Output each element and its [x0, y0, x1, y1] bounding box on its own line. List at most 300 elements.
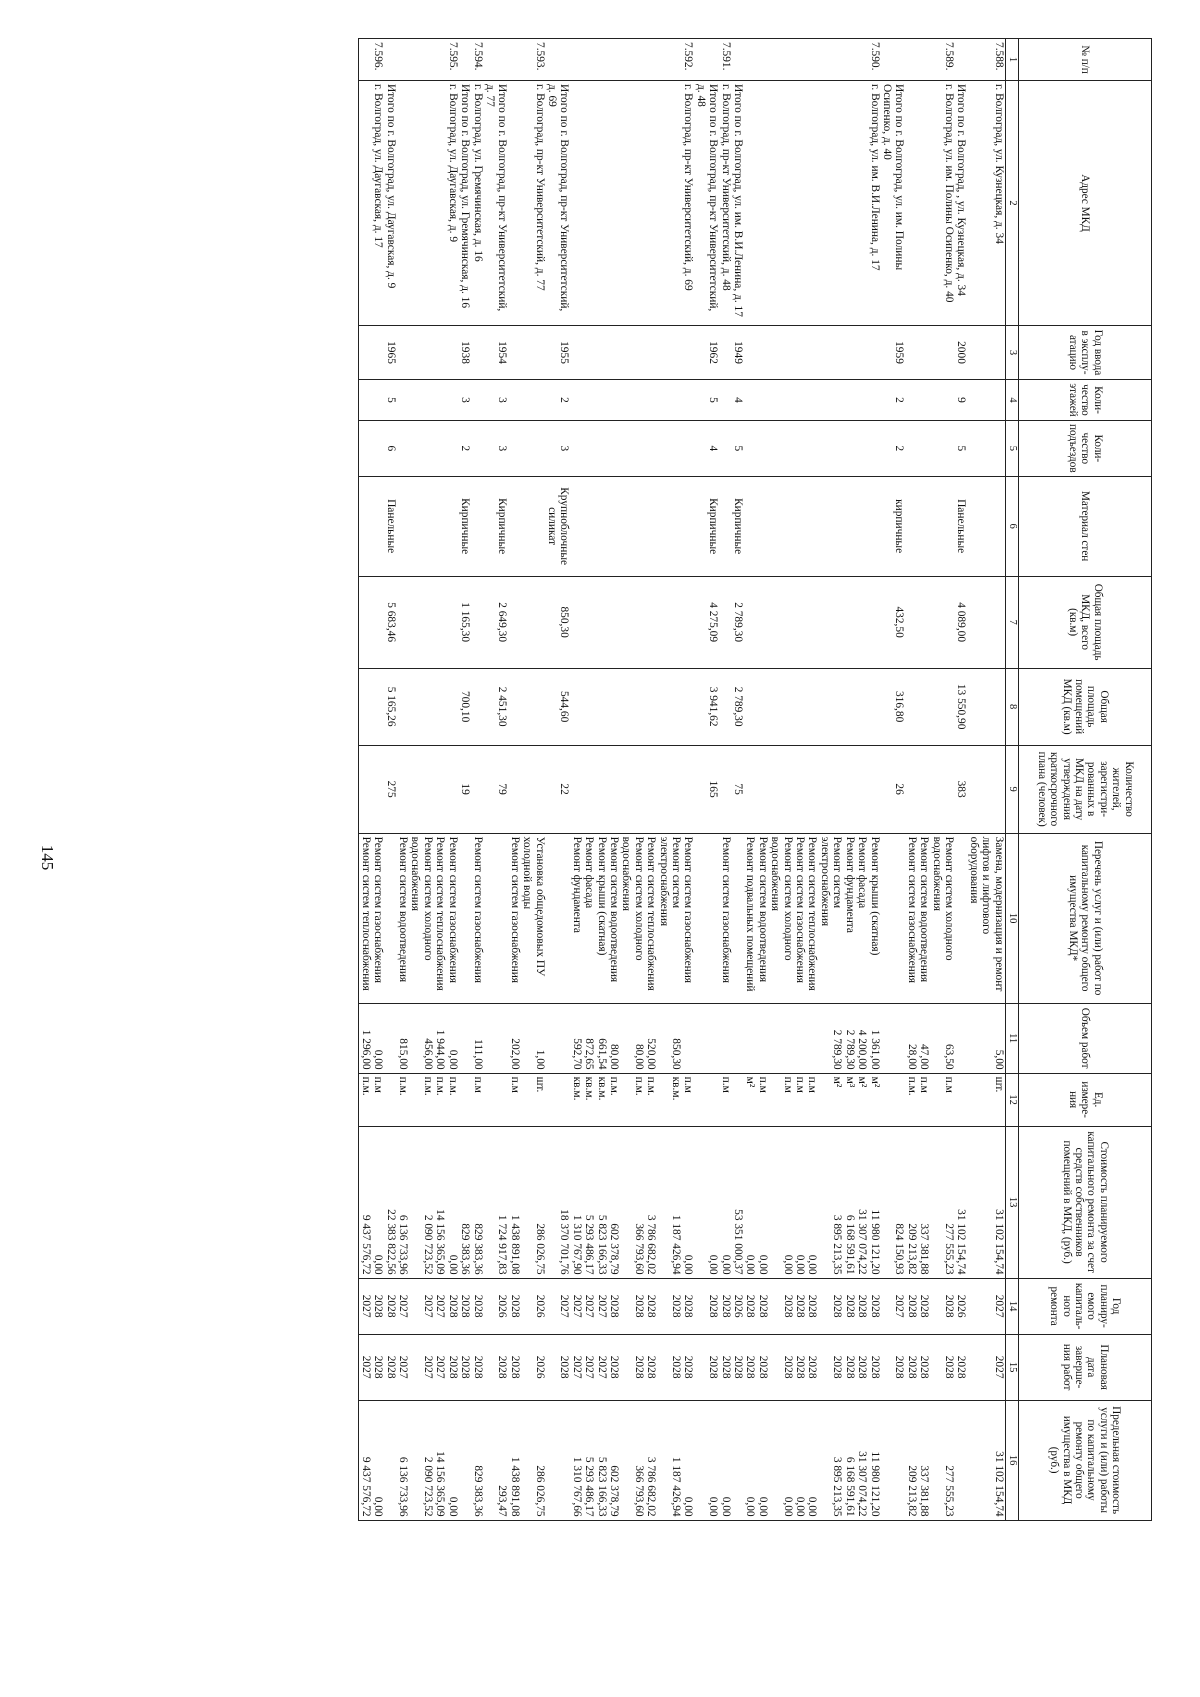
table-cell	[918, 39, 930, 81]
table-cell	[546, 39, 571, 81]
table-cell	[856, 576, 868, 668]
table-cell: 3	[459, 380, 471, 421]
table-cell: 5 293 486,17	[583, 1400, 595, 1520]
table-cell	[682, 668, 694, 745]
table-cell: п.м.	[409, 1073, 434, 1126]
table-cell	[434, 668, 446, 745]
table-row	[769, 39, 794, 1521]
column-header: Ед. измере-ния	[1019, 1073, 1152, 1126]
table-cell: 5 683,46	[384, 576, 396, 668]
table-cell	[409, 745, 434, 833]
table-cell	[856, 39, 868, 81]
table-body	[359, 39, 1005, 1521]
table-cell: Ремонт систем газоснабжения	[719, 833, 731, 1003]
table-cell	[682, 745, 694, 833]
table-cell	[459, 39, 471, 81]
table-cell: 2	[459, 421, 471, 477]
table-cell: 4 089,00	[955, 576, 967, 668]
table-cell: Ремонт систем газоснабжения	[471, 833, 483, 1003]
table-cell	[657, 380, 682, 421]
table-cell	[521, 380, 546, 421]
table-cell: г. Волгоград, ул. Кузнецкая, д. 34	[967, 81, 1005, 326]
table-cell	[508, 380, 520, 421]
table-cell	[930, 380, 955, 421]
table-cell	[645, 326, 657, 380]
table-cell: 209 213,82	[905, 1126, 917, 1278]
table-cell	[508, 476, 520, 576]
rotated-sheet	[27, 30, 1152, 1685]
table-row	[620, 39, 645, 1521]
table-cell	[384, 1400, 396, 1520]
table-row	[955, 39, 967, 1521]
table-cell	[719, 1003, 731, 1073]
table-cell	[508, 421, 520, 477]
table-cell	[694, 1073, 719, 1126]
table-cell: 1949	[732, 326, 744, 380]
table-cell: 13 550,90	[955, 668, 967, 745]
table-cell: п.м.	[905, 1073, 917, 1126]
table-cell: 2028	[744, 1334, 756, 1400]
table-cell	[719, 421, 731, 477]
table-cell: Ремонт фундамента	[570, 833, 582, 1003]
table-cell: кв.м.	[657, 1073, 682, 1126]
table-cell: 14 156 365,09	[434, 1126, 446, 1278]
table-cell	[434, 576, 446, 668]
table-cell	[806, 745, 818, 833]
table-cell	[843, 576, 855, 668]
table-cell	[794, 39, 806, 81]
table-cell: 1,00	[521, 1003, 546, 1073]
table-cell	[719, 745, 731, 833]
table-cell	[843, 326, 855, 380]
table-cell: 2026	[484, 1278, 509, 1334]
table-cell: 2028	[384, 1278, 396, 1334]
table-cell	[434, 326, 446, 380]
table-row	[682, 39, 694, 1521]
table-cell	[372, 668, 384, 745]
table-cell: 2	[881, 421, 906, 477]
table-cell: 2028	[645, 1278, 657, 1334]
table-cell	[372, 476, 384, 576]
table-cell: 80,00	[620, 1003, 645, 1073]
table-cell: 9 437 576,72	[359, 1400, 372, 1520]
table-cell	[583, 380, 595, 421]
table-cell: 2028	[484, 1334, 509, 1400]
table-cell: 0,00	[806, 1400, 818, 1520]
table-cell: 2027	[397, 1334, 409, 1400]
table-cell	[471, 745, 483, 833]
table-cell	[521, 326, 546, 380]
table-cell: Ремонт систем газоснабжения	[446, 833, 458, 1003]
table-cell	[955, 1073, 967, 1126]
table-cell: 1965	[384, 326, 396, 380]
column-header: Коли-чество этажей	[1019, 380, 1152, 421]
table-cell	[955, 1003, 967, 1073]
table-cell: 0,00	[694, 1126, 719, 1278]
table-cell	[471, 576, 483, 668]
table-cell: 2028	[384, 1334, 396, 1400]
table-cell	[508, 326, 520, 380]
table-cell	[682, 576, 694, 668]
table-cell	[744, 745, 756, 833]
table-cell: 2028	[657, 1278, 682, 1334]
table-cell: 0,00	[682, 1126, 694, 1278]
table-cell	[744, 1003, 756, 1073]
table-row	[719, 39, 731, 1521]
table-cell: 829 383,36	[471, 1126, 483, 1278]
table-cell: 432,50	[881, 576, 906, 668]
table-cell: 2027	[409, 1278, 434, 1334]
table-cell: Ремонт фундамента	[843, 833, 855, 1003]
table-cell: 277 555,23	[930, 1400, 955, 1520]
table-cell: кв.м.	[583, 1073, 595, 1126]
table-cell	[570, 81, 582, 326]
table-cell: 5 165,26	[384, 668, 396, 745]
table-cell	[756, 380, 768, 421]
table-cell: г. Волгоград, ул. Даугавская, д. 17	[372, 81, 384, 326]
table-cell	[756, 1003, 768, 1073]
table-cell: п.м.	[620, 1073, 645, 1126]
table-cell: 31 307 074,22	[856, 1126, 868, 1278]
table-cell	[570, 421, 582, 477]
table-cell: 18 370 701,76	[546, 1126, 571, 1278]
table-cell	[372, 380, 384, 421]
table-cell	[744, 668, 756, 745]
table-cell	[446, 668, 458, 745]
column-header: Год планиру-емого капиталь-ного ремонта	[1019, 1278, 1152, 1334]
table-cell	[856, 668, 868, 745]
table-cell: м²	[868, 1073, 880, 1126]
table-cell: г. Волгоград, пр-кт Университетский, д. 77	[521, 81, 546, 326]
table-cell	[359, 326, 372, 380]
table-cell	[794, 1003, 806, 1073]
table-cell: 0,00	[756, 1126, 768, 1278]
table-cell: п.м	[719, 1073, 731, 1126]
table-cell: 2028	[744, 1278, 756, 1334]
header-row	[1019, 39, 1152, 1521]
table-cell: Ремонт крыши (скатная)	[868, 833, 880, 1003]
table-cell: 11 980 121,20	[868, 1400, 880, 1520]
table-cell	[434, 745, 446, 833]
table-cell: 2028	[459, 1278, 471, 1334]
table-cell	[397, 576, 409, 668]
table-cell	[769, 745, 794, 833]
table-cell	[868, 745, 880, 833]
table-cell	[521, 745, 546, 833]
table-cell: 1 296,00	[359, 1003, 372, 1073]
table-cell: 7.592.	[682, 39, 694, 81]
table-cell	[905, 421, 917, 477]
table-cell: Ремонт систем водоотведения	[608, 833, 620, 1003]
table-cell	[905, 39, 917, 81]
table-cell	[645, 668, 657, 745]
table-row	[546, 39, 571, 1521]
table-cell: Итого по г. Волгоград, ул. им. Полины Осипенко, д. 40	[881, 81, 906, 326]
column-number: 12	[1005, 1073, 1018, 1126]
table-cell	[484, 833, 509, 1003]
table-cell	[918, 81, 930, 326]
column-number: 16	[1005, 1400, 1018, 1520]
column-header: Плановая дата заверше-ния работ	[1019, 1334, 1152, 1400]
table-cell	[372, 576, 384, 668]
table-cell: 2028	[620, 1334, 645, 1400]
table-cell: Итого по г. Волгоград, пр-кт Университетский, д. 77	[484, 81, 509, 326]
table-cell	[583, 326, 595, 380]
table-cell	[918, 668, 930, 745]
table-cell	[434, 39, 446, 81]
table-cell: Ремонт подвальных помещений	[744, 833, 756, 1003]
table-cell: 0,00	[719, 1126, 731, 1278]
table-cell	[446, 745, 458, 833]
table-cell: 4	[694, 421, 719, 477]
table-cell: 7.589.	[930, 39, 955, 81]
table-cell	[868, 668, 880, 745]
table-row	[372, 39, 384, 1521]
column-number: 14	[1005, 1278, 1018, 1334]
table-cell	[595, 476, 607, 576]
table-cell	[756, 745, 768, 833]
table-cell: 850,30	[657, 1003, 682, 1073]
table-cell	[620, 380, 645, 421]
table-row	[868, 39, 880, 1521]
table-cell	[521, 668, 546, 745]
table-cell	[397, 745, 409, 833]
table-cell: п.м.	[397, 1073, 409, 1126]
table-cell: 1954	[484, 326, 509, 380]
table-cell: 7.591.	[719, 39, 731, 81]
table-cell	[868, 576, 880, 668]
table-cell: г. Волгоград, ул. им. Полины Осипенко, д. 40	[930, 81, 955, 326]
table-cell	[732, 1073, 744, 1126]
table-cell: Панельные	[384, 476, 396, 576]
table-cell: 2027	[570, 1278, 582, 1334]
table-cell: 11 980 121,20	[868, 1126, 880, 1278]
column-number: 1	[1005, 39, 1018, 81]
table-cell	[620, 668, 645, 745]
table-cell	[881, 1003, 906, 1073]
table-row	[645, 39, 657, 1521]
table-cell	[918, 476, 930, 576]
table-cell: Ремонт систем холодного водоснабжения	[930, 833, 955, 1003]
table-cell: 31 102 154,74	[955, 1126, 967, 1278]
table-cell	[570, 326, 582, 380]
table-cell	[918, 421, 930, 477]
table-cell: 165	[694, 745, 719, 833]
table-cell	[930, 668, 955, 745]
table-cell: 5,00	[967, 1003, 1005, 1073]
table-row	[905, 39, 917, 1521]
table-cell: 7.596.	[372, 39, 384, 81]
table-cell: 2028	[918, 1334, 930, 1400]
table-cell	[843, 39, 855, 81]
table-cell: 9 437 576,72	[359, 1126, 372, 1278]
table-cell: 0,00	[756, 1400, 768, 1520]
table-cell: 2028	[372, 1278, 384, 1334]
table-cell	[756, 39, 768, 81]
table-cell	[608, 668, 620, 745]
table-cell: п.м.	[608, 1073, 620, 1126]
table-cell	[856, 745, 868, 833]
column-number: 3	[1005, 326, 1018, 380]
table-cell: 79	[484, 745, 509, 833]
table-cell: 80,00	[608, 1003, 620, 1073]
table-cell: шт.	[967, 1073, 1005, 1126]
table-cell	[471, 380, 483, 421]
table-cell	[384, 833, 396, 1003]
table-cell: 1 944,00	[434, 1003, 446, 1073]
table-cell	[930, 745, 955, 833]
table-cell	[769, 576, 794, 668]
table-cell: Ремонт крыши (скатная)	[595, 833, 607, 1003]
table-cell: 0,00	[744, 1126, 756, 1278]
table-cell: 63,50	[930, 1003, 955, 1073]
table-cell	[694, 1003, 719, 1073]
table-cell: 2028	[657, 1334, 682, 1400]
table-cell	[819, 81, 844, 326]
table-cell	[756, 476, 768, 576]
table-cell: 2028	[508, 1334, 520, 1400]
table-cell: 2028	[719, 1334, 731, 1400]
table-cell	[620, 421, 645, 477]
table-cell	[459, 1400, 471, 1520]
table-cell: 2 789,30	[819, 1003, 844, 1073]
table-cell	[881, 39, 906, 81]
table-cell	[508, 668, 520, 745]
table-cell: Ремонт систем газоснабжения	[905, 833, 917, 1003]
table-cell: шт.	[521, 1073, 546, 1126]
table-row	[819, 39, 844, 1521]
table-cell	[769, 39, 794, 81]
column-header: № п/п	[1019, 39, 1152, 81]
table-cell: м³	[843, 1073, 855, 1126]
table-cell: 5 823 166,33	[595, 1400, 607, 1520]
table-cell	[732, 833, 744, 1003]
table-cell: 2000	[955, 326, 967, 380]
table-cell: 2026	[521, 1334, 546, 1400]
table-cell	[620, 326, 645, 380]
column-number: 2	[1005, 81, 1018, 326]
table-cell: 3 895 213,35	[819, 1400, 844, 1520]
table-cell	[570, 476, 582, 576]
table-cell	[744, 576, 756, 668]
table-cell	[930, 476, 955, 576]
table-cell: 2028	[732, 1334, 744, 1400]
table-cell: 2028	[881, 1334, 906, 1400]
table-cell: 286 026,75	[521, 1400, 546, 1520]
table-cell: 1938	[459, 326, 471, 380]
table-cell: 2 789,30	[732, 668, 744, 745]
table-cell: 1 438 891,08	[508, 1400, 520, 1520]
table-cell: 0,00	[446, 1400, 458, 1520]
table-cell: Ремонт систем электроснабжения	[657, 833, 682, 1003]
table-cell	[546, 1400, 571, 1520]
table-cell: 1 187 426,94	[657, 1126, 682, 1278]
table-cell	[856, 326, 868, 380]
table-cell	[595, 380, 607, 421]
table-cell: Ремонт систем холодного водоснабжения	[769, 833, 794, 1003]
table-cell	[756, 421, 768, 477]
table-cell: п.м	[918, 1073, 930, 1126]
table-cell: 3	[484, 380, 509, 421]
table-cell: 0,00	[694, 1400, 719, 1520]
table-cell	[595, 39, 607, 81]
table-cell: 53 351 000,37	[732, 1126, 744, 1278]
table-cell: 2027	[434, 1334, 446, 1400]
table-cell: г. Волгоград, ул. Даугавская, д. 9	[446, 81, 458, 326]
table-cell	[930, 576, 955, 668]
table-cell	[682, 1003, 694, 1073]
table-cell: 2028	[819, 1278, 844, 1334]
table-cell: Итого по г. Волгоград, ул. Гремячинская, д. 16	[459, 81, 471, 326]
table-cell	[409, 576, 434, 668]
table-cell	[819, 476, 844, 576]
table-cell: 3	[546, 421, 571, 477]
table-row	[583, 39, 595, 1521]
table-cell	[409, 81, 434, 326]
table-cell: 2026	[521, 1278, 546, 1334]
table-row	[694, 39, 719, 1521]
table-cell	[905, 476, 917, 576]
table-cell: Ремонт систем водоотведения	[756, 833, 768, 1003]
table-cell: Ремонт систем газоснабжения	[682, 833, 694, 1003]
table-cell: п.м	[756, 1073, 768, 1126]
table-cell	[732, 39, 744, 81]
table-cell: 2026	[732, 1278, 744, 1334]
table-cell: 2027	[967, 1278, 1005, 1334]
table-cell	[583, 476, 595, 576]
table-cell: 2027	[595, 1278, 607, 1334]
table-cell	[620, 81, 645, 326]
table-cell	[359, 476, 372, 576]
table-cell	[794, 380, 806, 421]
table-cell: 2028	[856, 1278, 868, 1334]
table-row	[881, 39, 906, 1521]
table-cell: 7.594.	[471, 39, 483, 81]
table-cell	[372, 745, 384, 833]
table-cell: 2028	[756, 1334, 768, 1400]
column-number: 4	[1005, 380, 1018, 421]
table-cell	[794, 421, 806, 477]
table-cell	[645, 39, 657, 81]
table-cell	[843, 476, 855, 576]
table-cell	[608, 576, 620, 668]
table-cell	[794, 576, 806, 668]
table-cell	[756, 326, 768, 380]
table-cell	[905, 576, 917, 668]
table-cell: 28,00	[905, 1003, 917, 1073]
table-cell	[645, 476, 657, 576]
table-cell: г. Волгоград, пр-кт Университетский, д. 48	[719, 81, 731, 326]
table-cell	[620, 745, 645, 833]
column-header: Количество жителей, зарегистри-рованных в МКД на дату утверждения краткосрочного плана (человек)	[1019, 745, 1152, 833]
table-cell: 14 156 365,09	[434, 1400, 446, 1520]
table-row	[459, 39, 471, 1521]
table-cell	[484, 1073, 509, 1126]
column-number: 7	[1005, 576, 1018, 668]
table-cell	[397, 39, 409, 81]
table-cell: п.м.	[645, 1073, 657, 1126]
table-cell: 2	[546, 380, 571, 421]
table-cell	[682, 380, 694, 421]
table-cell: 1 187 426,94	[657, 1400, 682, 1520]
table-cell: 1 310 767,90	[570, 1126, 582, 1278]
table-cell: кв.м.	[570, 1073, 582, 1126]
table-cell: 0,00	[372, 1003, 384, 1073]
table-cell: 2028	[930, 1278, 955, 1334]
table-cell: п.м	[769, 1073, 794, 1126]
table-cell: Ремонт систем холодного водоснабжения	[409, 833, 434, 1003]
table-cell	[756, 81, 768, 326]
